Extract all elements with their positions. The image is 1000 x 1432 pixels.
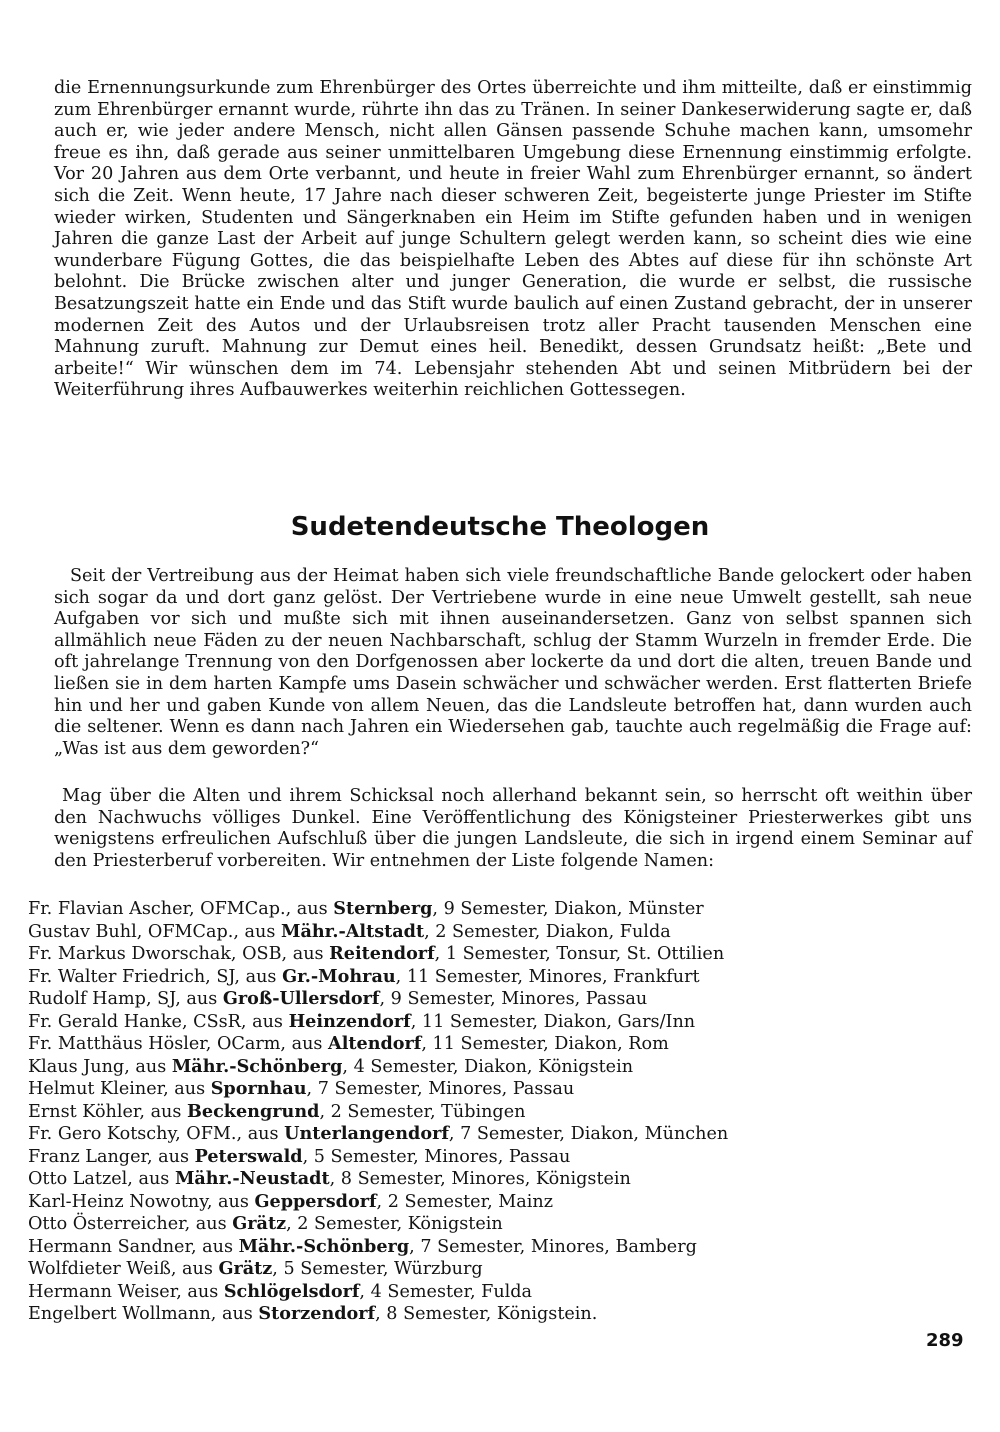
list-item-place: Groß-Ullersdorf [222,988,380,1009]
section-paragraph-2: Mag über die Alten und ihrem Schicksal noch allerhand bekannt sein, so herrscht oft weithin über den Nachwuchs völliges Dunkel. Eine Veröffentlichung des Königsteiner Priesterwerkes gibt uns wenigstens erfreulichen Aufschluß über die jungen Landsleute, die sich in irgend einem Seminar auf den Priesterberuf vorbereiten. Wir entnehmen der Liste folgende Namen: [54,786,972,871]
list-item-place: Storzendorf [258,1303,376,1324]
list-item [28,1011,972,1034]
list-item-place: Schlögelsdorf [223,1280,360,1302]
list-item [28,1168,972,1191]
list-item-place: Altendorf [328,1033,422,1054]
list-item-prefix: Hermann Sandner, aus [28,1236,239,1257]
list-item [28,1101,972,1124]
list-item-prefix: Fr. Walter Friedrich, SJ, aus [28,966,283,987]
list-item-place: Mähr.-Schönberg [171,1055,343,1077]
list-item-place: Peterswald [194,1145,303,1167]
list-item-place: Grätz [218,1258,273,1279]
list-item-prefix: Helmut Kleiner, aus [28,1079,211,1099]
list-item-prefix: Fr. Gerald Hanke, CSsR, aus [28,1011,289,1032]
section-paragraph-1: Seit der Vertreibung aus der Heimat haben sich viele freundschaftliche Bande gelockert oder haben sich sogar da und dort ganz gelöst. Der Vertriebene wurde in eine neue Umwelt gestellt, sah neue Aufgaben vor sich und mußte sich mit ihnen auseinandersetzen. Ganz von selbst spannen sich allmählich neue Fäden zu der neuen Nachbarschaft, schlug der Stamm Wurzeln in fremder Erde. Die oft jahrelange Trennung von den Dorfgenossen aber lockerte da und dort die alten, treuen Bande und ließen sie in dem harten Kampfe ums Dasein schwächer und schwächer werden. Erst flatterten Briefe hin und her und gaben Kunde von allem Neuen, das die Landsleute betroffen hat, dann wurden auch die seltener. Wenn es dann nach Jahren ein Wiedersehen gab, tauchte auch regelmäßig die Frage auf: „Was ist aus dem geworden?“ [54,566,972,759]
list-item-prefix: Otto Latzel, aus [28,1169,175,1189]
list-item [28,966,972,989]
list-item [28,1123,972,1146]
list-item-suffix: , 7 Semester, Diakon, München [448,1124,729,1144]
list-item [28,1281,972,1304]
list-item-prefix: Rudolf Hamp, SJ, aus [28,989,223,1009]
list-item [28,1303,972,1326]
list-item-prefix: Franz Langer, aus [28,1146,195,1167]
list-item-suffix: , 2 Semester, Diakon, Fulda [424,921,671,942]
list-item [28,1033,972,1056]
list-item-suffix: , 2 Semester, Königstein [286,1214,503,1234]
list-item-suffix: , 4 Semester, Fulda [359,1281,533,1302]
list-item [28,1236,972,1259]
list-item-prefix: Ernst Köhler, aus [28,1101,188,1122]
list-item-suffix: , 8 Semester, Minores, Königstein [329,1169,631,1189]
list-item-suffix: , 2 Semester, Tübingen [319,1101,526,1122]
list-item-suffix: , 2 Semester, Mainz [376,1191,553,1212]
list-item-suffix: , 5 Semester, Würzburg [272,1259,483,1279]
list-item-prefix: Klaus Jung, aus [28,1056,172,1077]
page-number: 289 [926,1330,964,1351]
list-item-place: Mähr.-Altstadt [281,920,425,942]
list-item-place: Beckengrund [187,1100,320,1122]
list-item-place: Unterlangendorf [284,1123,449,1144]
list-item-place: Mähr.-Neustadt [174,1168,330,1189]
section-title: Sudetendeutsche Theologen [290,512,710,542]
list-item-prefix: Fr. Markus Dworschak, OSB, aus [28,944,330,964]
list-item-place: Grätz [232,1213,287,1234]
seminarian-name-list [28,898,972,1326]
list-item-suffix: , 9 Semester, Minores, Passau [379,989,648,1009]
list-item [28,988,972,1011]
list-item-suffix: , 7 Semester, Minores, Passau [306,1079,575,1099]
list-item-suffix: , 4 Semester, Diakon, Königstein [342,1056,634,1077]
list-item [28,1078,972,1101]
list-item-suffix: , 11 Semester, Minores, Frankfurt [395,966,700,987]
list-item-suffix: , 9 Semester, Diakon, Münster [432,899,704,919]
list-item [28,1258,972,1281]
intro-paragraph: die Ernennungsurkunde zum Ehrenbürger des Ortes überreichte und ihm mitteilte, daß er einstimmig zum Ehrenbürger ernannt wurde, rührte ihn das zu Tränen. In seiner Dankeserwiderung sagte er, daß auch er, wie jeder andere Mensch, nicht allen Gänsen passende Schuhe machen kann, umsomehr freue es ihn, daß gerade aus seiner unmittelbaren Umgebung diese Ernennung einstimmig erfolgte. Vor 20 Jahren aus dem Orte verbannt, und heute in freier Wahl zum Ehrenbürger ernannt, so ändert sich die Zeit. Wenn heute, 17 Jahre nach dieser schweren Zeit, begeisterte junge Priester im Stifte wieder wirken, Studenten und Sängerknaben ein Heim im Stifte gefunden haben und in wenigen Jahren die ganze Last der Arbeit auf junge Schultern gelegt werden kann, so scheint dies wie eine wunderbare Fügung Gottes, die das beispielhafte Leben des Abtes auf diese für ihn schönste Art belohnt. Die Brücke zwischen alter und junger Generation, die wurde er selbst, die russische Besatzungszeit hatte ein Ende und das Stift wurde baulich auf einen Zustand gebracht, der in unserer modernen Zeit des Autos und der Urlaubsreisen trotz aller Pracht tausenden Menschen eine Mahnung zuruft. Mahnung zur Demut eines heil. Benedikt, dessen Grundsatz heißt: „Bete und arbeite!“ Wir wünschen dem im 74. Lebensjahr stehenden Abt und seinen Mitbrüdern bei der Weiterführung ihres Aufbauwerkes weiterhin reichlichen Gottessegen. [54,78,972,401]
list-item-prefix: Fr. Matthäus Hösler, OCarm, aus [28,1034,329,1054]
list-item [28,921,972,944]
list-item [28,1146,972,1169]
list-item-prefix: Wolfdieter Weiß, aus [28,1259,219,1279]
list-item-place: Heinzendorf [288,1010,411,1032]
list-item-place: Gr.-Mohrau [282,965,396,987]
list-item-suffix: , 11 Semester, Diakon, Rom [421,1034,669,1054]
list-item-suffix: , 5 Semester, Minores, Passau [302,1146,571,1167]
list-item-prefix: Karl-Heinz Nowotny, aus [28,1191,255,1212]
list-item-prefix: Fr. Flavian Ascher, OFMCap., aus [28,899,334,919]
list-item-place: Reitendorf [329,943,435,964]
list-item-place: Spornhau [210,1078,307,1099]
list-item-prefix: Fr. Gero Kotschy, OFM., aus [28,1124,285,1144]
list-item-suffix: , 1 Semester, Tonsur, St. Ottilien [434,944,725,964]
list-item-place: Mähr.-Schönberg [238,1235,410,1257]
list-item [28,898,972,921]
list-item-prefix: Hermann Weiser, aus [28,1281,224,1302]
list-item-prefix: Engelbert Wollmann, aus [28,1304,259,1324]
list-item-prefix: Gustav Buhl, OFMCap., aus [28,921,281,942]
list-item [28,943,972,966]
list-item-prefix: Otto Österreicher, aus [28,1214,233,1234]
list-item-place: Geppersdorf [254,1190,377,1212]
list-item-suffix: , 8 Semester, Königstein. [375,1304,598,1324]
list-item [28,1213,972,1236]
list-item-suffix: , 7 Semester, Minores, Bamberg [409,1236,697,1257]
list-item [28,1191,972,1214]
list-item-place: Sternberg [333,898,433,919]
list-item [28,1056,972,1079]
list-item-suffix: , 11 Semester, Diakon, Gars/Inn [410,1011,696,1032]
